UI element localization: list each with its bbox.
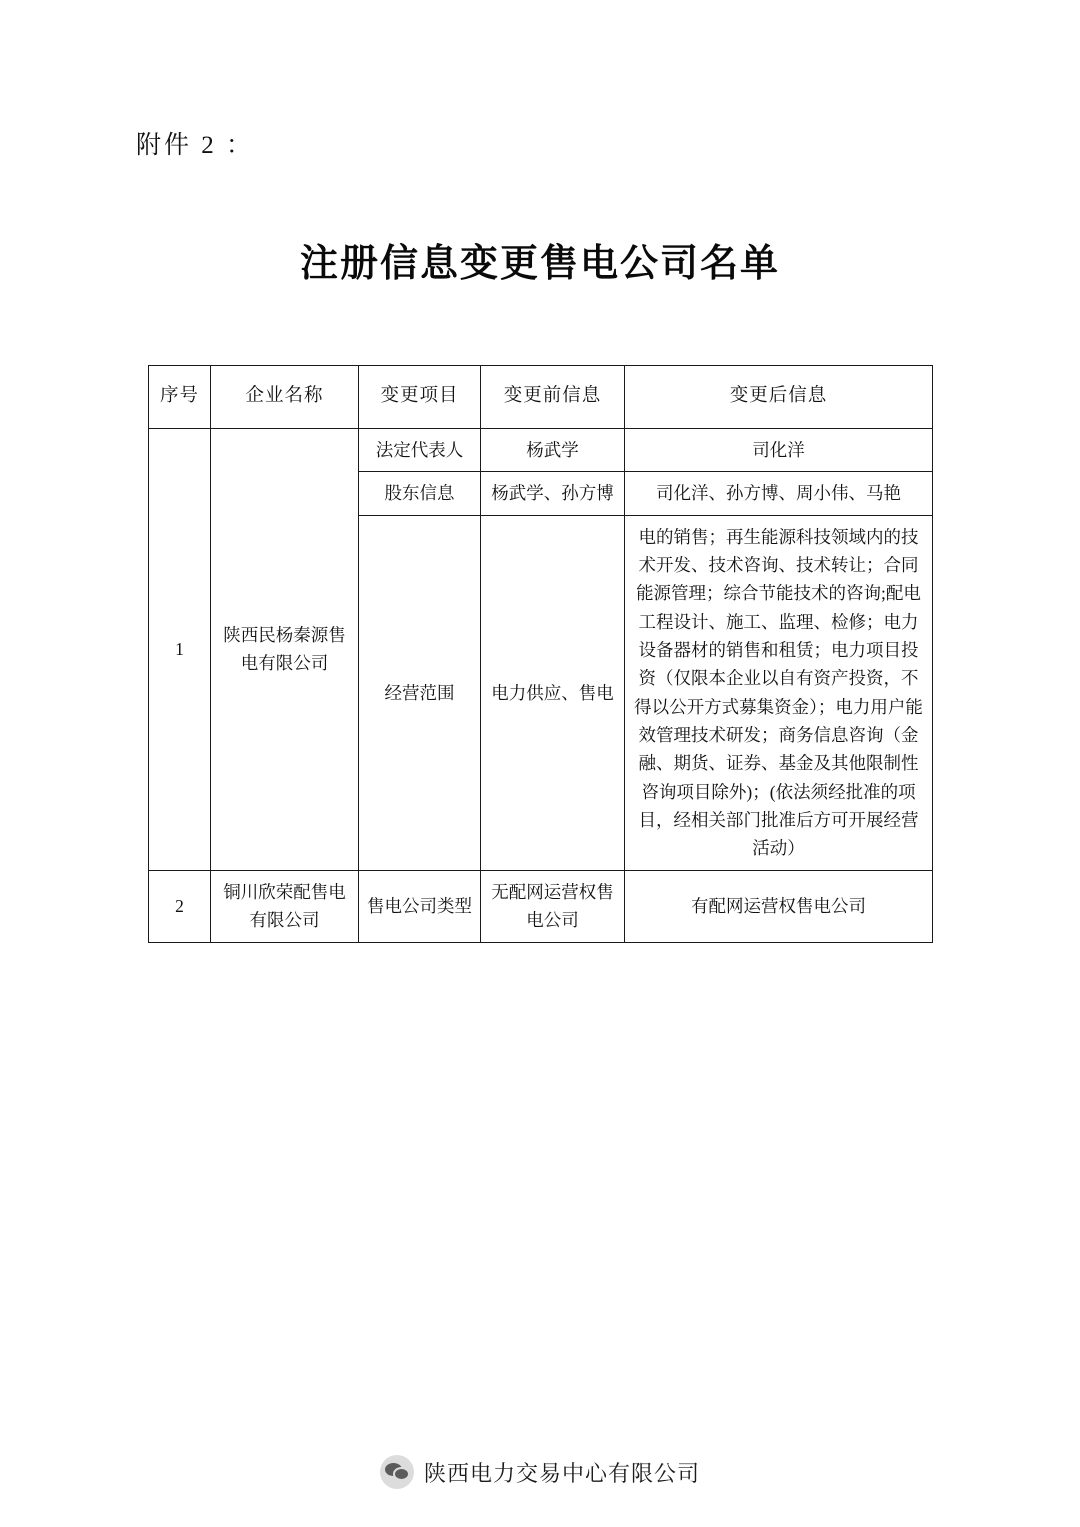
cell-after: 司化洋、孙方博、周小伟、马艳 bbox=[625, 472, 933, 515]
cell-change-item: 股东信息 bbox=[359, 472, 481, 515]
footer bbox=[0, 1455, 1080, 1489]
cell-before: 无配网运营权售电公司 bbox=[481, 870, 625, 942]
cell-change-item: 售电公司类型 bbox=[359, 870, 481, 942]
cell-company: 陕西民杨秦源售电有限公司 bbox=[211, 429, 359, 871]
cell-seq: 1 bbox=[149, 429, 211, 871]
cell-after: 有配网运营权售电公司 bbox=[625, 870, 933, 942]
column-header-after: 变更后信息 bbox=[625, 366, 933, 429]
cell-after: 电的销售；再生能源科技领域内的技术开发、技术咨询、技术转让；合同能源管理；综合节能技术的咨询;配电工程设计、施工、监理、检修；电力设备器材的销售和租赁；电力项目投资（仅限本企业以自有资产投资，不得以公开方式募集资金）；电力用户能效管理技术研发；商务信息咨询（金融、期货、证券、基金及其他限制性咨询项目除外)；(依法须经批准的项目，经相关部门批准后方可开展经营活动） bbox=[625, 515, 933, 870]
column-header-company: 企业名称 bbox=[211, 366, 359, 429]
cell-before: 杨武学 bbox=[481, 429, 625, 472]
cell-before: 电力供应、售电 bbox=[481, 515, 625, 870]
column-header-seq: 序号 bbox=[149, 366, 211, 429]
cell-change-item: 经营范围 bbox=[359, 515, 481, 870]
table-row bbox=[149, 429, 933, 472]
cell-after: 司化洋 bbox=[625, 429, 933, 472]
table-header-row bbox=[149, 366, 933, 429]
cell-change-item: 法定代表人 bbox=[359, 429, 481, 472]
wechat-icon bbox=[380, 1455, 414, 1489]
change-list-table bbox=[148, 365, 933, 943]
cell-seq: 2 bbox=[149, 870, 211, 942]
footer-organization: 陕西电力交易中心有限公司 bbox=[423, 1460, 700, 1486]
cell-before: 杨武学、孙方博 bbox=[481, 472, 625, 515]
page-title: 注册信息变更售电公司名单 bbox=[299, 243, 780, 285]
cell-company: 铜川欣荣配售电有限公司 bbox=[211, 870, 359, 942]
table-row bbox=[149, 870, 933, 942]
attachment-label: 附件 2 ： bbox=[136, 132, 255, 159]
column-header-before: 变更前信息 bbox=[481, 366, 625, 429]
column-header-change-item: 变更项目 bbox=[359, 366, 481, 429]
